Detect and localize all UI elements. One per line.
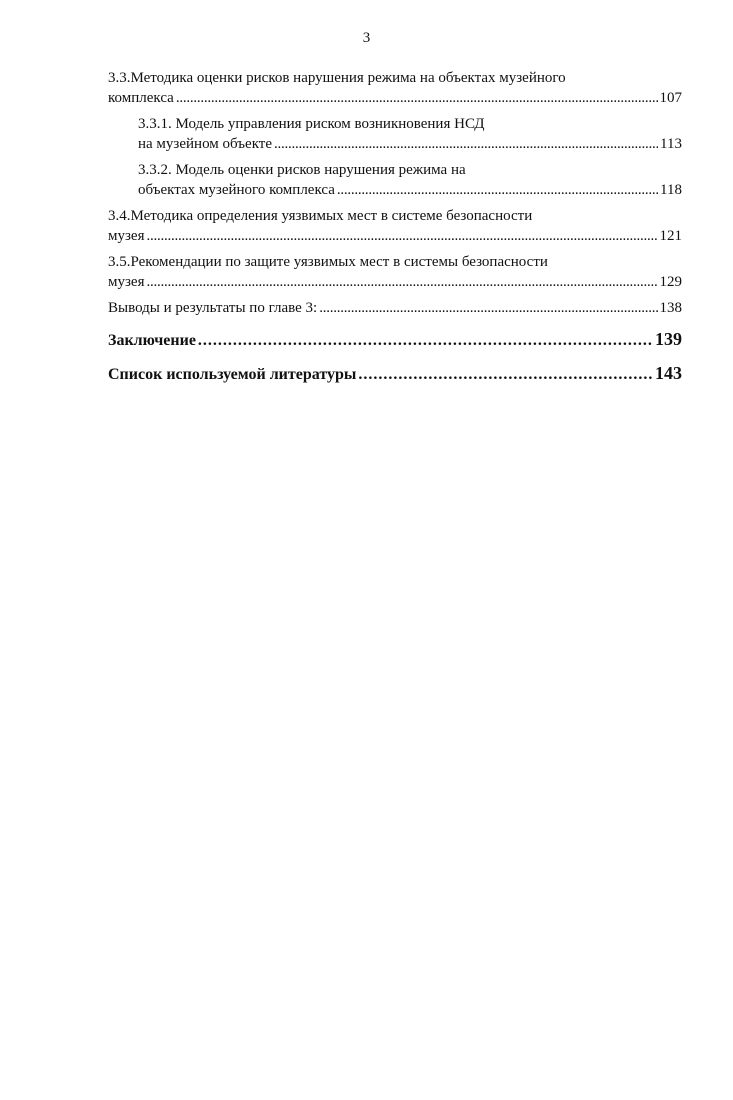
toc-entry-title-cont: музея [108,274,145,290]
dot-leader [319,298,657,318]
toc-page-number: 118 [660,182,682,198]
toc-entry-title: Заключение [108,332,196,349]
toc-entry-title: 3.3.Методика оценки рисков нарушения режима на объектах музейного [108,70,566,86]
toc-page-number: 113 [660,136,682,152]
toc-page-number: 139 [655,329,682,349]
toc-entry-3-4 [108,206,682,246]
toc-entry-title: 3.3.1. Модель управления риском возникновения НСД [138,116,485,132]
toc-entry-chapter-3-conclusions [108,298,682,318]
toc-entry-bibliography [108,362,682,386]
toc-entry-3-3-2 [108,160,682,200]
dot-leader [337,180,658,200]
toc-page-number: 121 [659,228,682,244]
toc-entry-3-3-1 [108,114,682,154]
toc-entry-conclusion [108,328,682,352]
toc-entry-title: 3.4.Методика определения уязвимых мест в системе безопасности [108,208,533,224]
toc-entry-title-cont: комплекса [108,90,174,106]
toc-entry-title: 3.5.Рекомендации по защите уязвимых мест в системы безопасности [108,254,548,270]
page-number: 3 [362,30,371,46]
toc-entry-title: 3.3.2. Модель оценки рисков нарушения режима на [138,162,466,178]
toc-entry-title: Выводы и результаты по главе 3: [108,300,318,316]
toc-page-number: 129 [659,274,682,290]
toc-entry-title-cont: на музейном объекте [138,136,272,152]
toc-page-number: 143 [655,363,682,383]
toc-page-number: 107 [659,90,682,106]
dot-leader [274,134,658,154]
toc-entry-3-3 [108,68,682,108]
toc-entry-title-cont: объектах музейного комплекса [138,182,335,198]
dot-leader [146,226,657,246]
toc-entry-3-5 [108,252,682,292]
toc-entry-title: Список используемой литературы [108,366,357,383]
toc-entry-title-cont: музея [108,228,145,244]
dot-leader [358,364,653,386]
dot-leader [176,88,658,108]
table-of-contents [108,68,682,396]
dot-leader [198,330,653,352]
toc-page-number: 138 [659,300,682,316]
dot-leader [146,272,657,292]
